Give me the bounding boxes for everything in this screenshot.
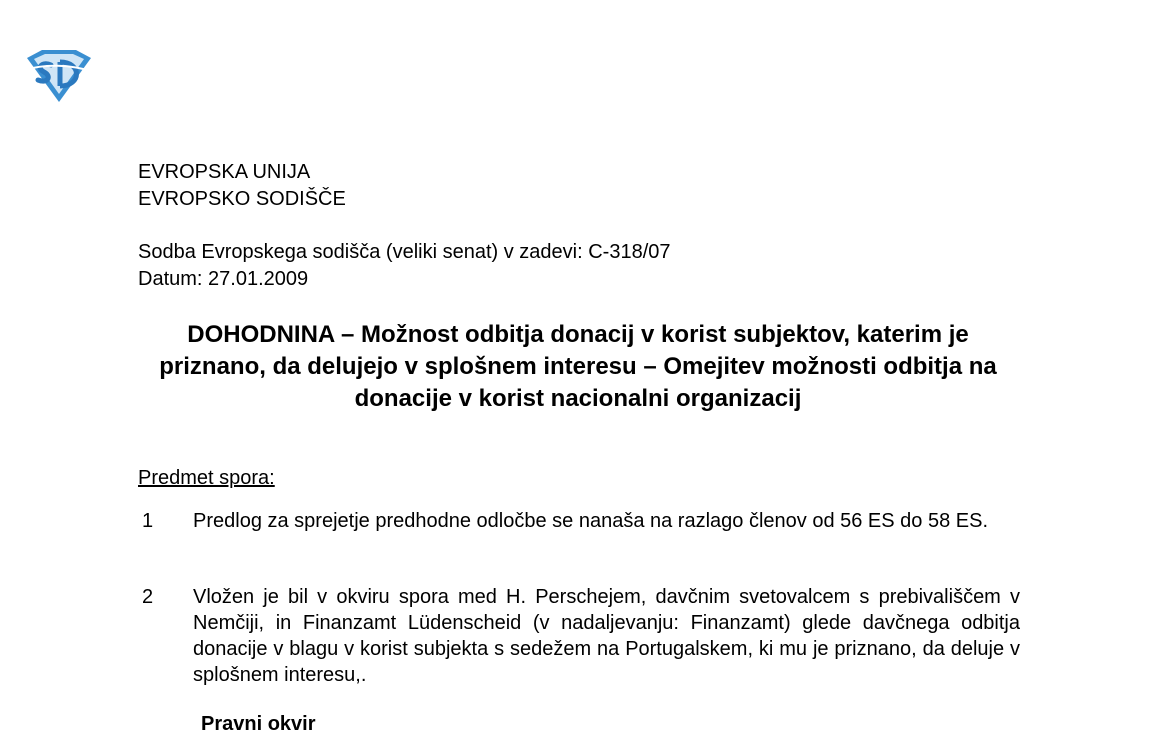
document-title: DOHODNINA – Možnost odbitja donacij v korist subjektov, katerim je priznano, da delujejo v splošnem interesu – Omejitev možnosti odbitja na donacije v korist nacionalni organizacij — [159, 321, 997, 412]
sd-shield-logo-icon — [22, 48, 96, 106]
paragraph-text: Vložen je bil v okviru spora med H. Perschejem, davčnim svetovalcem s prebivališčem v Nemčiji, in Finanzamt Lüdenscheid (v nadaljevanju: Finanzamt) glede davčnega odbitja donacije v blagu v korist subjekta s sedežem na Portugalskem, ki mu je priznano, da deluje v splošnem interesu,. — [193, 586, 1020, 686]
paragraph-number: 1 — [142, 510, 154, 532]
case-date: Datum: 27.01.2009 — [138, 268, 309, 290]
paragraph-2 — [138, 584, 1020, 688]
case-reference: Sodba Evropskega sodišča (veliki senat) v zadevi: C-318/07 — [138, 241, 671, 263]
case-info — [138, 239, 671, 293]
section-heading: Pravni okvir — [201, 713, 316, 735]
court-heading — [138, 159, 346, 213]
paragraph-text: Predlog za sprejetje predhodne odločbe se nanaša na razlago členov od 56 ES do 58 ES. — [193, 510, 988, 532]
paragraph-1 — [138, 508, 1020, 534]
paragraph-number: 2 — [142, 586, 154, 608]
org-line-court: EVROPSKO SODIŠČE — [138, 188, 346, 210]
subject-heading: Predmet spora: — [138, 467, 275, 489]
org-line-eu: EVROPSKA UNIJA — [138, 161, 311, 183]
